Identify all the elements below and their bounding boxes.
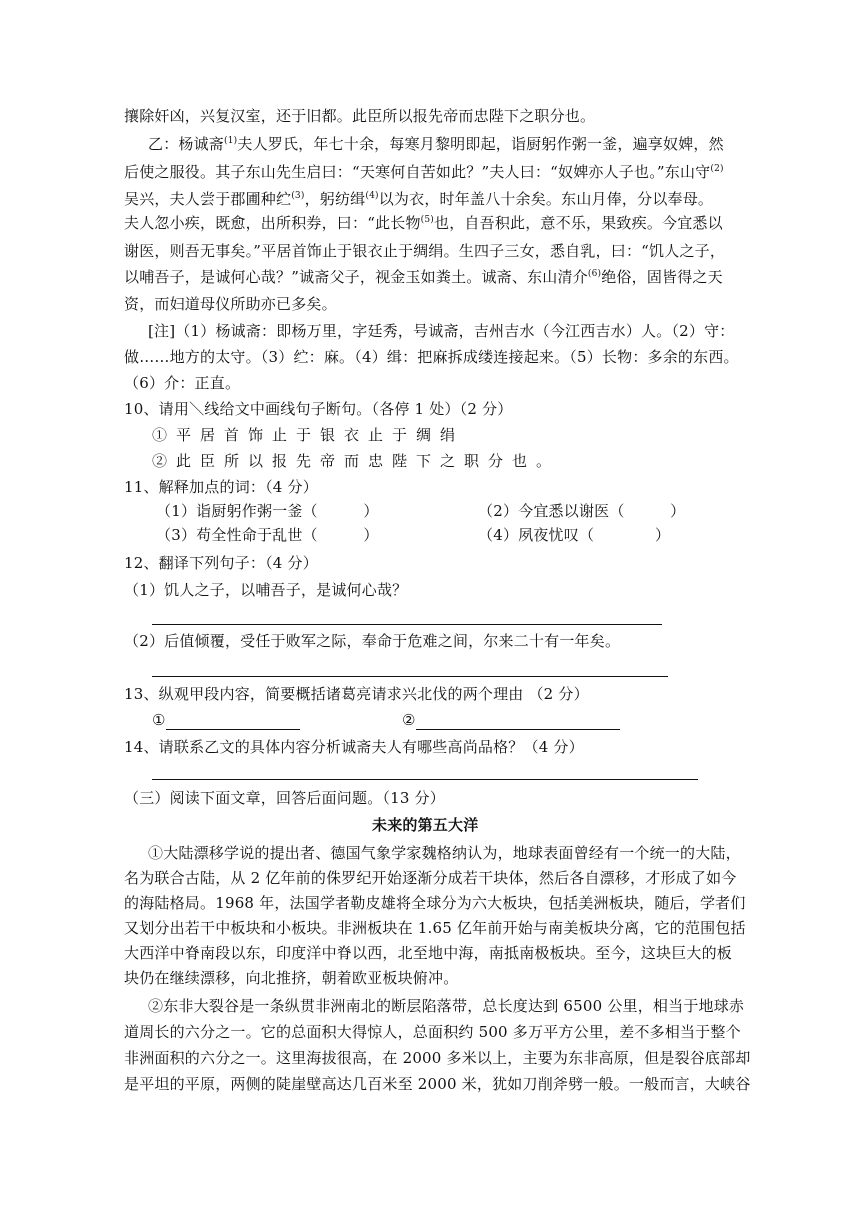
circled-number: ② [402,711,416,729]
text-span: ，躬纺缉 [304,190,366,208]
question-14: 14、请联系乙文的具体内容分析诚斋夫人有哪些高尚品格？（4 分） [124,738,584,756]
question-13-answer-2 [402,710,620,730]
question-11: 11、解释加点的词：（4 分） [124,478,318,496]
question-13-answer-1 [152,710,300,730]
text-line [124,267,723,287]
question-11-item-3: （3）苟全性命于乱世（ ） [156,526,379,544]
paragraph-line: 非洲面积的六分之一。这里海拔很高，在 2000 多米以上，主要为东非高原，但是裂谷底部却 [124,1049,751,1067]
paragraph-line: ②东非大裂谷是一条纵贯非洲南北的断层陷落带，总长度达到 6500 公里，相当于地球赤 [148,997,745,1015]
answer-blank[interactable] [416,713,620,730]
text-line [124,213,723,233]
paragraph-line: 又划分出若干中板块和小板块。非洲板块在 1.65 亿年前开始与南美板块分离，它的范围包括 [124,919,746,937]
answer-line[interactable] [152,624,662,625]
text-span: 后使之服役。其子东山先生启曰：“天寒何自苦如此？”夫人曰：“奴婢亦人子也。”东山守 [124,163,711,181]
text-span: 也，自吾积此，意不乐，果致疾。今宜悉以 [434,214,723,232]
annotation-line: [注]（1）杨诚斋：即杨万里，字廷秀，号诚斋，吉州吉水（今江西吉水）人。（2）守： [148,322,735,340]
annotation-line: 做……地方的太守。（3）纻：麻。（4）缉：把麻拆成缕连接起来。（5）长物：多余的东西。 [124,348,739,366]
text-span: 夫人罗氏，年七十余，每寒月黎明即起，诣厨躬作粥一釜，遍享奴婢，然 [237,135,724,153]
paragraph-line: 名为联合古陆，从 2 亿年前的侏罗纪开始逐渐分成若干块体，然后各自漂移，才形成了如今 [124,869,737,887]
text-line: 资，而妇道母仪所助亦已多矣。 [124,295,337,313]
answer-blank[interactable] [166,713,300,730]
footnote-marker: (3) [291,191,305,201]
section-heading: （三）阅读下面文章，回答后面问题。（13 分） [124,789,445,807]
question-10-item-1: ①平居首饰止于银衣止于绸绢 [152,426,465,444]
text-line [124,162,724,182]
answer-line[interactable] [152,779,698,780]
text-line: 攘除奸凶，兴复汉室，还于旧都。此臣所以报先帝而忠陛下之职分也。 [124,107,596,125]
footnote-marker: (4) [365,191,379,201]
question-10-item-2: ②此臣所以报先帝而忠陛下之职分也。 [152,452,561,470]
paragraph-line: 是平坦的平原，两侧的陡崖壁高达几百米至 2000 米，犹如刀削斧劈一般。一般而言，大峡谷 [124,1075,751,1093]
article-title: 未来的第五大洋 [372,816,479,834]
footnote-marker: (5) [420,215,435,225]
footnote-marker: (6) [587,269,602,279]
footnote-marker: (2) [710,164,724,174]
annotation-line: （6）介：正直。 [124,374,241,392]
paragraph-line: 道周长的六分之一。它的总面积大得惊人，总面积约 500 多万平方公里，差不多相当于整个 [124,1023,741,1041]
circled-number: ① [152,711,166,729]
text-span: 以为衣，时年盖八十余矣。东山月俸，分以奉母。 [378,190,714,208]
text-line [124,189,713,209]
text-span: 以哺吾子，是诚何心哉？”诚斋父子，视金玉如粪土。诚斋、东山清介 [124,268,588,286]
text-span: 夫人忽小疾，既愈，出所积券，曰：“此长物 [124,214,421,232]
paragraph-line: 的海陆格局。1968 年，法国学者勒皮雄将全球分为六大板块，包括美洲板块，随后，学者们 [124,894,746,912]
text-line [148,134,724,154]
question-11-item-2: （2）今宜悉以谢医（ ） [478,502,686,520]
paragraph-line: ①大陆漂移学说的提出者、德国气象学家魏格纳认为，地球表面曾经有一个统一的大陆， [148,844,741,862]
question-11-item-4: （4）夙夜忧叹（ ） [478,526,671,544]
question-12-item-2: （2）后值倾覆，受任于败军之际，奉命于危难之间，尔来二十有一年矣。 [124,632,621,650]
text-span: 吴兴，夫人尝于郡圃种纻 [124,190,292,208]
question-12-item-1: （1）饥人之子，以哺吾子，是诚何心哉？ [124,581,408,599]
question-12: 12、翻译下列句子：（4 分） [124,554,318,572]
text-span: 乙：杨诚斋 [148,135,225,153]
question-11-item-1: （1）诣厨躬作粥一釜（ ） [156,502,379,520]
paragraph-line: 块仍在继续漂移，向北推挤，朝着欧亚板块俯冲。 [124,969,459,987]
text-line: 谢医，则吾无事矣。”平居首饰止于银衣止于绸绢。生四子三女，悉自乳，曰：“饥人之子， [124,242,726,260]
question-13: 13、纵观甲段内容，简要概括诸葛亮请求兴北伐的两个理由 （2 分） [124,685,589,703]
question-10: 10、请用＼线给文中画线句子断句。（各停 1 处）（2 分） [124,400,513,418]
answer-line[interactable] [152,676,668,677]
footnote-marker: (1) [224,136,238,146]
paragraph-line: 大西洋中脊南段以东，印度洋中脊以西，北至地中海，南抵南极板块。至今，这块巨大的板 [124,944,733,962]
text-span: 绝俗，固皆得之天 [601,268,723,286]
